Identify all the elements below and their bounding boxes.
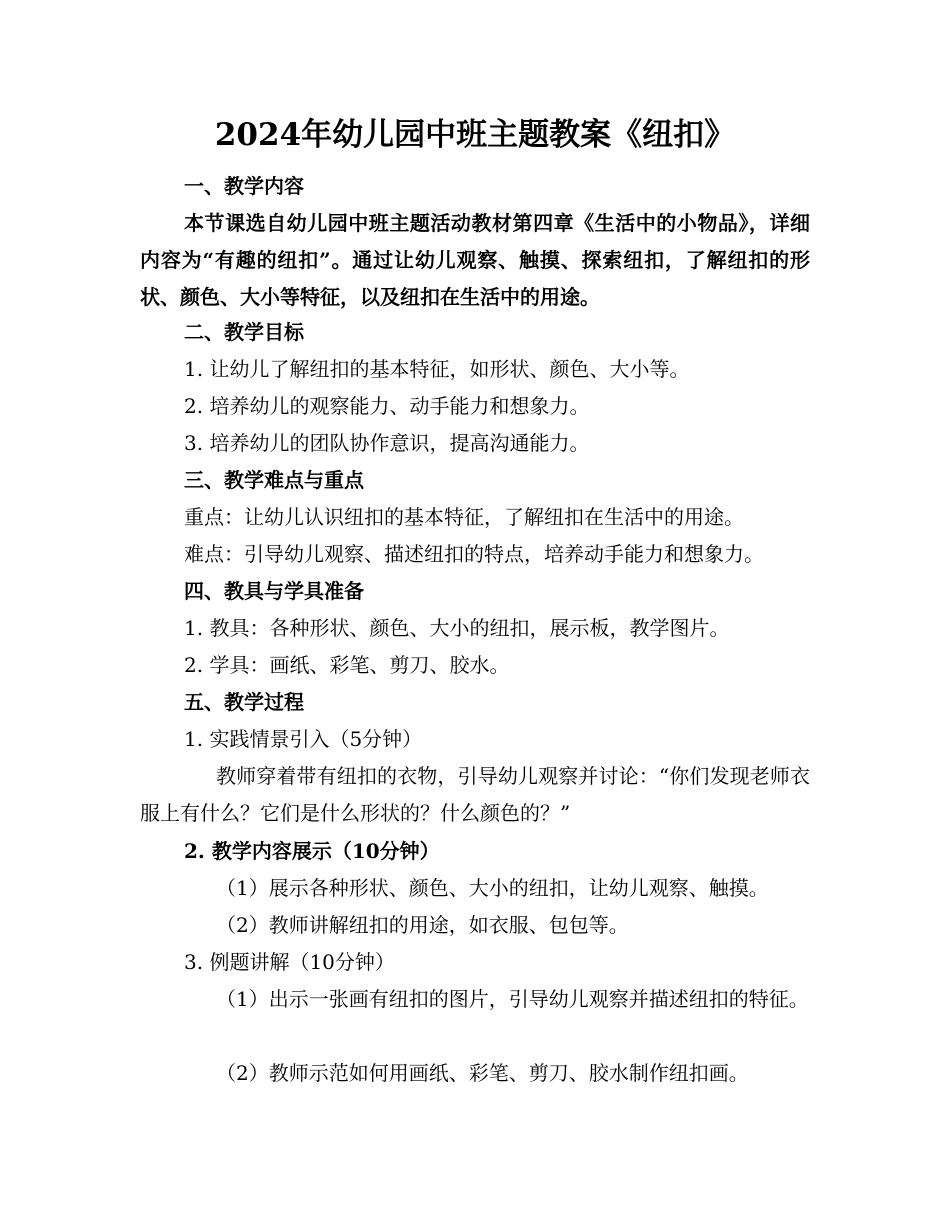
goal-item-2: 2. 培养幼儿的观察能力、动手能力和想象力。 (184, 394, 590, 418)
process-step-2-item-2: （2）教师讲解纽扣的用途，如衣服、包包等。 (216, 913, 629, 937)
section-heading-key-points: 三、教学难点与重点 (184, 468, 364, 492)
goal-item-1: 1. 让幼儿了解纽扣的基本特征，如形状、颜色、大小等。 (184, 357, 690, 381)
process-step-3-item-2: （2）教师示范如何用画纸、彩笔、剪刀、胶水制作纽扣画。 (216, 1061, 749, 1085)
process-step-2-item-1: （1）展示各种形状、颜色、大小的纽扣，让幼儿观察、触摸。 (216, 876, 769, 900)
process-step-2: 2. 教学内容展示（10分钟） (184, 839, 440, 863)
difficulty-text: 难点：引导幼儿观察、描述纽扣的特点，培养动手能力和想象力。 (184, 542, 764, 566)
section-content-paragraph: 本节课选自幼儿园中班主题活动教材第四章《生活中的小物品》，详细内容为“有趣的纽扣”。通过让幼儿观察、触摸、探索纽扣，了解纽扣的形状、颜色、大小等特征，以及纽扣在生活中的用途。 (140, 211, 810, 309)
section-heading-goals: 二、教学目标 (184, 320, 304, 344)
process-step-1-body: 教师穿着带有纽扣的衣物，引导幼儿观察并讨论：“你们发现老师衣服上有什么？它们是什么形状的？什么颜色的？” (140, 764, 810, 825)
section-heading-materials: 四、教具与学具准备 (184, 579, 364, 603)
process-step-3: 3. 例题讲解（10分钟） (184, 950, 395, 974)
process-step-3-item-1: （1）出示一张画有纽扣的图片，引导幼儿观察并描述纽扣的特征。 (216, 987, 809, 1011)
goal-item-3: 3. 培养幼儿的团队协作意识，提高沟通能力。 (184, 431, 590, 455)
section-heading-content: 一、教学内容 (184, 174, 304, 198)
process-step-1: 1. 实践情景引入（5分钟） (184, 727, 423, 751)
document-title: 2024年幼儿园中班主题教案《纽扣》 (214, 117, 736, 153)
key-point-text: 重点：让幼儿认识纽扣的基本特征，了解纽扣在生活中的用途。 (184, 505, 744, 529)
materials-item-1: 1. 教具：各种形状、颜色、大小的纽扣，展示板，教学图片。 (184, 616, 730, 640)
materials-item-2: 2. 学具：画纸、彩笔、剪刀、胶水。 (184, 653, 510, 677)
section-heading-process: 五、教学过程 (184, 690, 304, 714)
